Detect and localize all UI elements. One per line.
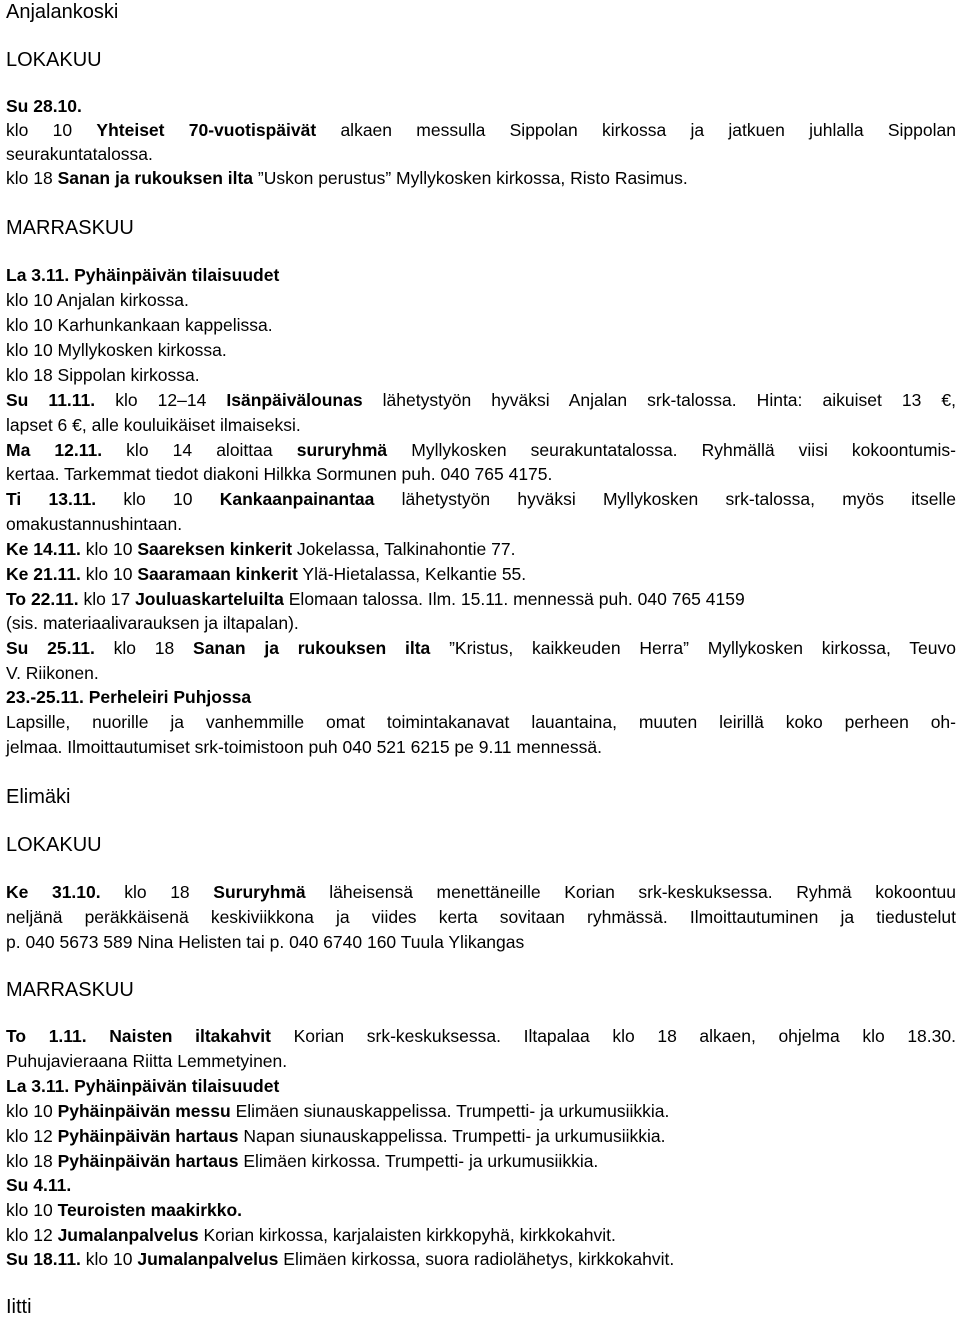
event-line: Ke 31.10. klo 18 Sururyhmä läheisensä menettäneille Korian srk-keskuksessa. Ryhmä kokoontuu xyxy=(6,882,956,902)
month-heading-marraskuu: MARRASKUU xyxy=(6,217,134,239)
event-line: klo 18 Pyhäinpäivän hartaus Elimäen kirkossa. Trumpetti- ja urkumusiikkia. xyxy=(6,1151,599,1171)
event-line: Ke 21.11. klo 10 Saaramaan kinkerit Ylä-Hietalassa, Kelkantie 55. xyxy=(6,564,527,584)
event-line: jelmaa. Ilmoittautumiset srk-toimistoon puh 040 521 6215 pe 9.11 mennessä. xyxy=(6,737,602,757)
event-line: Ma 12.11. klo 14 aloittaa sururyhmä Myllykosken seurakuntatalossa. Ryhmällä viisi kokoontumis- xyxy=(6,440,956,460)
event-line: klo 18 Sippolan kirkossa. xyxy=(6,365,200,385)
event-line: Su 11.11. klo 12–14 Isänpäivälounas lähetystyön hyväksi Anjalan srk-talossa. Hinta: aikuiset 13 €, xyxy=(6,390,956,410)
event-line: klo 12 Pyhäinpäivän hartaus Napan siunauskappelissa. Trumpetti- ja urkumusiikkia. xyxy=(6,1126,666,1146)
parish-title-elimaki: Elimäki xyxy=(6,786,71,808)
event-line: klo 10 Teuroisten maakirkko. xyxy=(6,1200,243,1220)
parish-title-iitti: Iitti xyxy=(6,1296,32,1318)
event-line: Su 18.11. klo 10 Jumalanpalvelus Elimäen kirkossa, suora radiolähetys, kirkkokahvit. xyxy=(6,1249,675,1269)
event-line: Ke 14.11. klo 10 Saareksen kinkerit Jokelassa, Talkinahontie 77. xyxy=(6,539,516,559)
event-date: La 3.11. Pyhäinpäivän tilaisuudet xyxy=(6,1076,280,1096)
event-line: kertaa. Tarkemmat tiedot diakoni Hilkka Sormunen puh. 040 765 4175. xyxy=(6,464,553,484)
event-line: lapset 6 €, alle kouluikäiset ilmaiseksi. xyxy=(6,415,301,435)
event-date: La 3.11. Pyhäinpäivän tilaisuudet xyxy=(6,265,280,285)
event-line: p. 040 5673 589 Nina Helisten tai p. 040 6740 160 Tuula Ylikangas xyxy=(6,932,525,952)
event-line: klo 12 Jumalanpalvelus Korian kirkossa, karjalaisten kirkkopyhä, kirkkokahvit. xyxy=(6,1225,616,1245)
event-line: V. Riikonen. xyxy=(6,663,99,683)
event-date: Su 4.11. xyxy=(6,1175,72,1195)
event-line: To 22.11. klo 17 Jouluaskarteluilta Elomaan talossa. Ilm. 15.11. mennessä puh. 040 765 4159 xyxy=(6,589,745,609)
event-line: klo 10 Yhteiset 70-vuotispäivät alkaen messulla Sippolan kirkossa ja jatkuen juhlalla Sippolan xyxy=(6,120,956,140)
parish-title-anjalankoski: Anjalankoski xyxy=(6,1,119,23)
event-line: (sis. materiaalivarauksen ja iltapalan). xyxy=(6,613,299,633)
event-line: seurakuntatalossa. xyxy=(6,144,153,164)
event-line: Ti 13.11. klo 10 Kankaanpainantaa lähetystyön hyväksi Myllykosken srk-talossa, myös itselle xyxy=(6,489,956,509)
month-heading-lokakuu: LOKAKUU xyxy=(6,49,102,71)
event-line: klo 10 Myllykosken kirkossa. xyxy=(6,340,227,360)
event-line: Lapsille, nuorille ja vanhemmille omat toimintakanavat lauantaina, muuten leirillä koko perheen oh- xyxy=(6,712,956,732)
month-heading-lokakuu: LOKAKUU xyxy=(6,834,102,856)
event-line: klo 10 Karhunkankaan kappelissa. xyxy=(6,315,273,335)
event-line: klo 10 Pyhäinpäivän messu Elimäen siunauskappelissa. Trumpetti- ja urkumusiikkia. xyxy=(6,1101,670,1121)
month-heading-marraskuu: MARRASKUU xyxy=(6,979,134,1001)
event-line: To 1.11. Naisten iltakahvit Korian srk-keskuksessa. Iltapalaa klo 18 alkaen, ohjelma klo 18.30. xyxy=(6,1026,956,1046)
event-date: Su 28.10. xyxy=(6,96,82,116)
event-line: neljänä peräkkäisenä keskiviikkona ja viides kerta sovitaan ryhmässä. Ilmoittautuminen ja tiedustelut xyxy=(6,907,956,927)
event-line: omakustannushintaan. xyxy=(6,514,183,534)
event-line: Puhujavieraana Riitta Lemmetyinen. xyxy=(6,1051,288,1071)
event-date: 23.-25.11. Perheleiri Puhjossa xyxy=(6,687,252,707)
event-line: Su 25.11. klo 18 Sanan ja rukouksen ilta ”Kristus, kaikkeuden Herra” Myllykosken kirkossa, Teuvo xyxy=(6,638,956,658)
event-line: klo 10 Anjalan kirkossa. xyxy=(6,290,189,310)
event-line: klo 18 Sanan ja rukouksen ilta ”Uskon perustus” Myllykosken kirkossa, Risto Rasimus. xyxy=(6,168,688,188)
